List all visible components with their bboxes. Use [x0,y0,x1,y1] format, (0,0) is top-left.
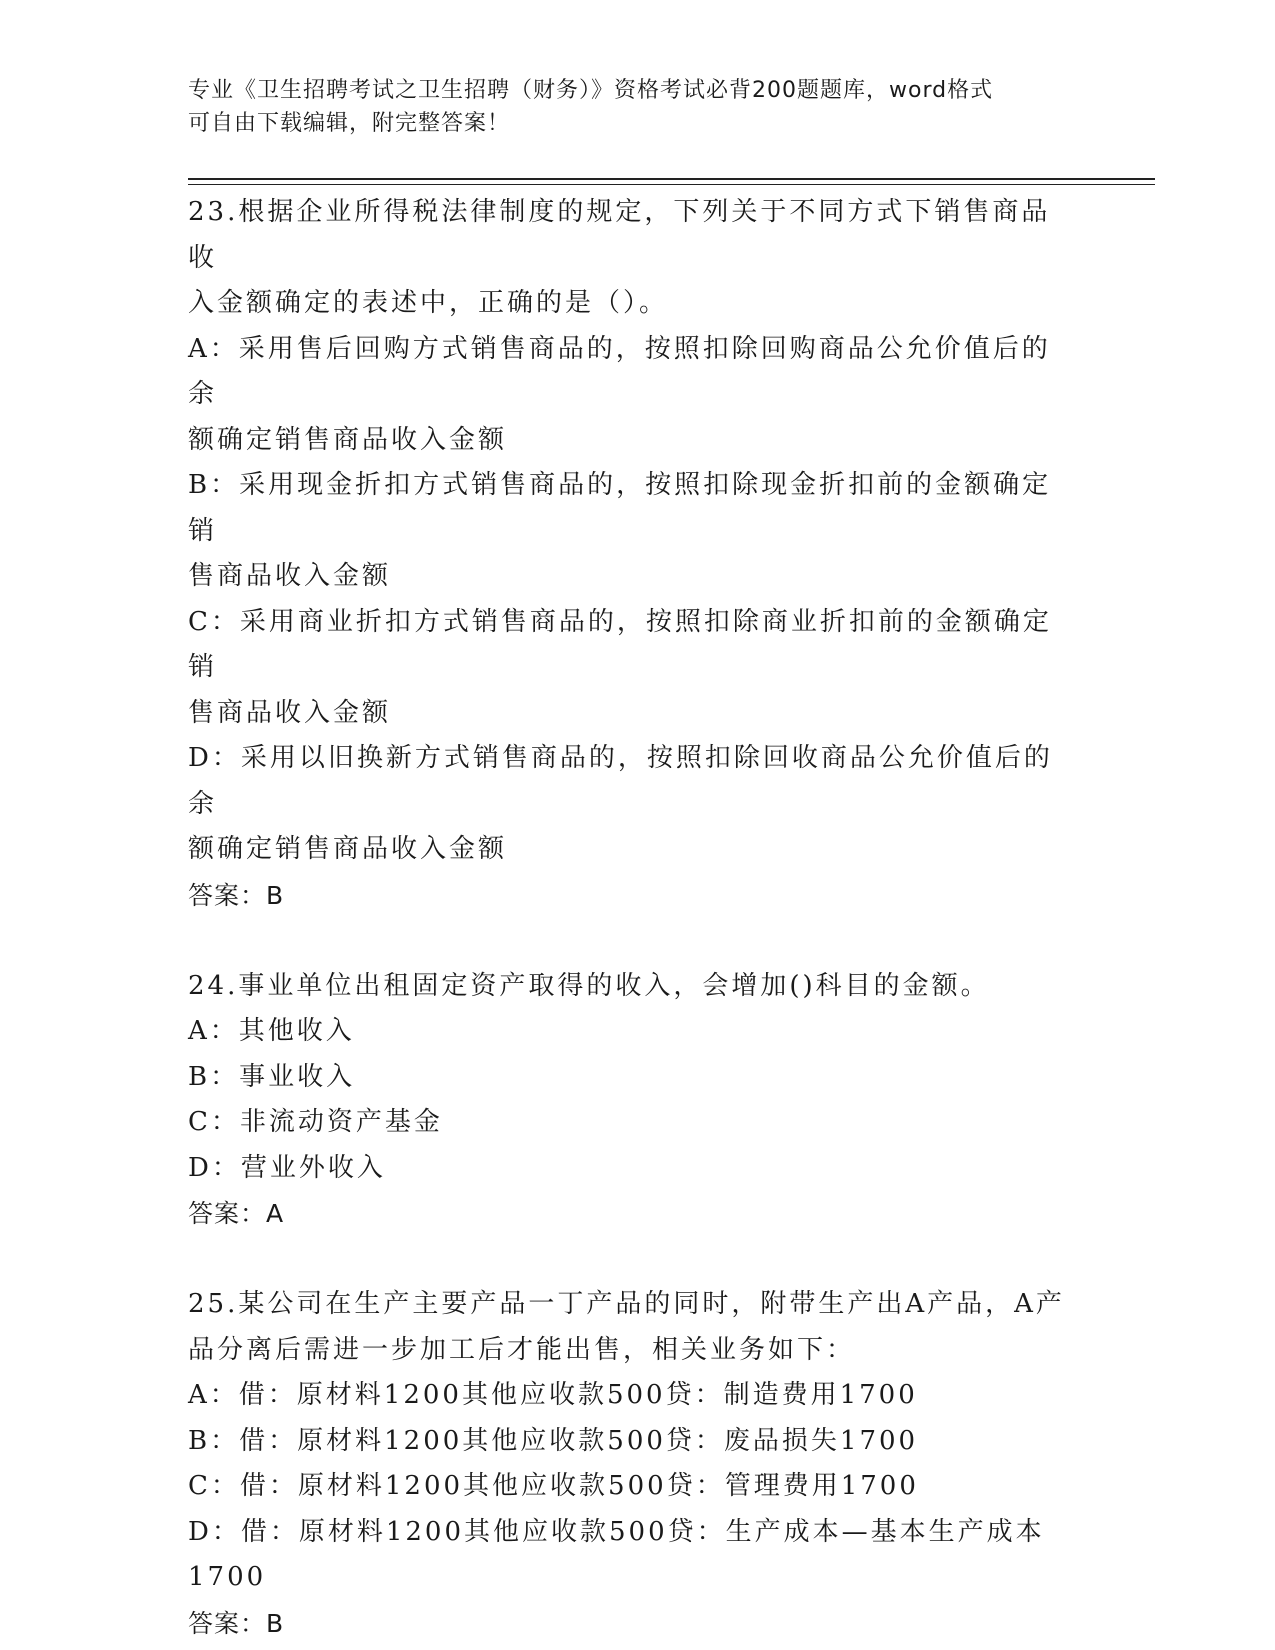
question-stem-line-1: 25.某公司在生产主要产品一丁产品的同时，附带生产出A产品，A产 [188,1289,1065,1319]
header-divider-thin [188,184,1155,185]
answer-line: 答案：B [188,1608,285,1638]
question-spacer [188,918,1088,964]
question-stem [188,1282,1078,1373]
answer-line: 答案：A [188,1199,285,1228]
option-d-line-1: D：采用以旧换新方式销售商品的，按照扣除回收商品公允价值后的余 [188,743,1053,819]
option-b-line-2: 售商品收入金额 [188,561,392,591]
option-d: D：营业外收入 [188,1152,386,1183]
option-d-line-2: 额确定销售商品收入金额 [188,834,508,864]
option-a [188,327,1078,464]
question-stem: 24.事业单位出租固定资产取得的收入，会增加()科目的金额。 [188,970,990,1001]
document-header [188,74,1068,140]
option-c-line-1: C：采用商业折扣方式销售商品的，按照扣除商业折扣前的金额确定销 [188,606,1052,682]
header-line-1: 专业《卫生招聘考试之卫生招聘（财务）》资格考试必背200题题库，word格式 [188,78,994,103]
header-divider-thick [188,178,1155,180]
option-c [188,600,1078,737]
option-d-line-1: D：借：原材料1200其他应收款500贷：生产成本—基本生产成本 [188,1516,1045,1547]
option-c: C：非流动资产基金 [188,1107,443,1137]
question-spacer [188,1236,1088,1282]
option-c: C：借：原材料1200其他应收款500贷：管理费用1700 [188,1471,919,1501]
option-d [188,1510,1078,1601]
question-stem-line-1: 23.根据企业所得税法律制度的规定，下列关于不同方式下销售商品收 [188,197,1051,273]
option-a-line-1: A：采用售后回购方式销售商品的，按照扣除回购商品公允价值后的余 [188,333,1051,409]
question-list [188,190,1088,1646]
option-b: B：事业收入 [188,1061,356,1092]
option-a: A：借：原材料1200其他应收款500贷：制造费用1700 [188,1380,918,1410]
question-stem-line-2: 品分离后需进一步加工后才能出售，相关业务如下： [188,1334,856,1365]
option-d-line-2: 1700 [188,1562,267,1592]
option-d [188,736,1078,873]
option-a: A：其他收入 [188,1016,355,1046]
option-b: B：借：原材料1200其他应收款500贷：废品损失1700 [188,1425,919,1456]
question-23 [188,190,1088,918]
option-c-line-2: 售商品收入金额 [188,697,392,728]
answer-line: 答案：B [188,880,285,910]
option-b-line-1: B：采用现金折扣方式销售商品的，按照扣除现金折扣前的金额确定销 [188,470,1052,546]
question-25 [188,1282,1088,1646]
question-stem [188,190,1078,327]
question-stem-line-2: 入金额确定的表述中，正确的是（）。 [188,288,669,318]
header-line-2: 可自由下载编辑，附完整答案！ [188,111,511,136]
question-24 [188,964,1088,1237]
option-b [188,463,1078,600]
option-a-line-2: 额确定销售商品收入金额 [188,424,508,455]
